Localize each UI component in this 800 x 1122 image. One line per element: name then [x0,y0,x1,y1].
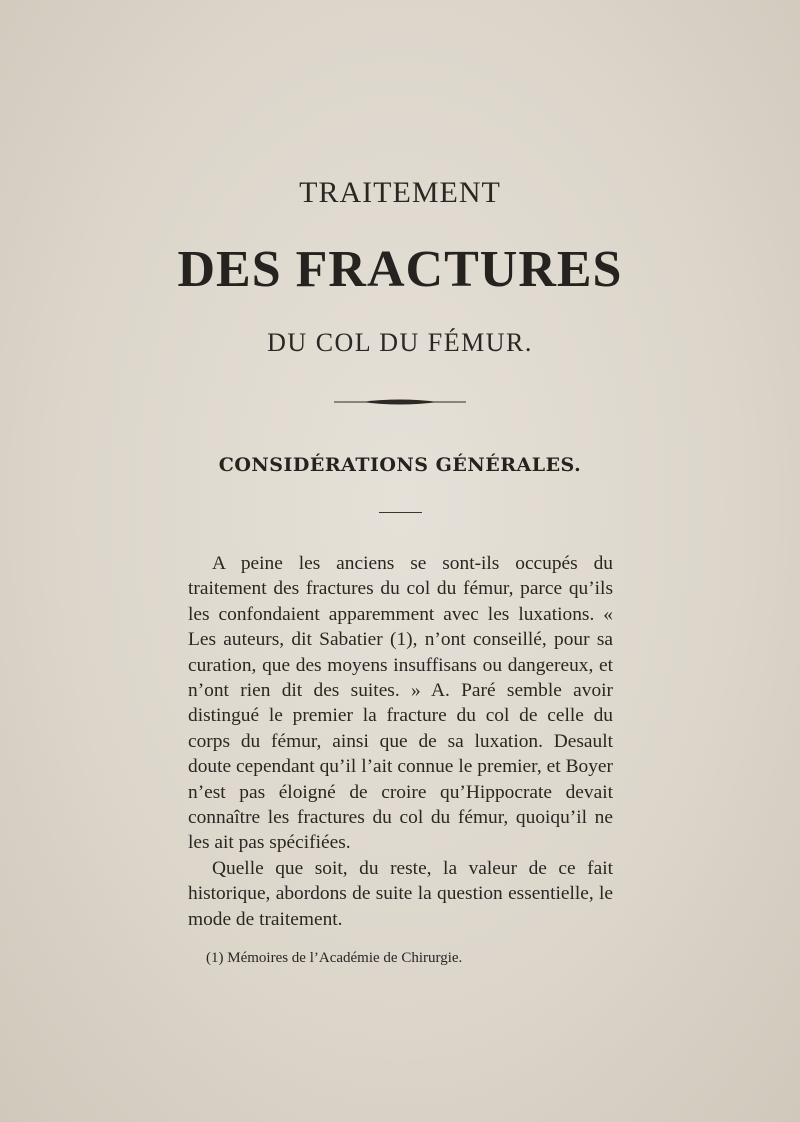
title-line-1: TRAITEMENT [299,176,501,209]
section-rule [379,512,422,513]
ornament-divider-icon [332,396,468,408]
section-heading: CONSIDÉRATIONS GÉNÉRALES. [218,454,582,476]
footnote: (1) Mémoires de l’Académie de Chirurgie. [206,950,463,966]
body-text [188,551,613,932]
title-line-3: DU COL DU FÉMUR. [267,328,533,357]
paragraph-2: Quelle que soit, du reste, la valeur de ce fait historique, abordons de suite la question essentielle, le mode de traitement. [188,857,613,930]
title-line-2: DES FRACTURES [177,241,623,298]
paragraph-1: A peine les anciens se sont-ils occupés du traitement des fractures du col du fémur, parce qu’ils les confondaient apparemment avec les luxations. « Les auteurs, dit Sabatier (1), n’ont conseillé, pour sa curation, que des moyens insuffisans ou dangereux, et n’ont rien dit des suites. » A. Paré semble avoir distingué le premier la fracture du col de celle du corps du fémur, ainsi que de sa luxation. Desault doute cependant qu’il l’ait connue le premier, et Boyer n’est pas éloigné de croire qu’Hippocrate devait connaître les fractures du col du fémur, quoiqu’il ne les ait pas spécifiées. [188,553,613,854]
